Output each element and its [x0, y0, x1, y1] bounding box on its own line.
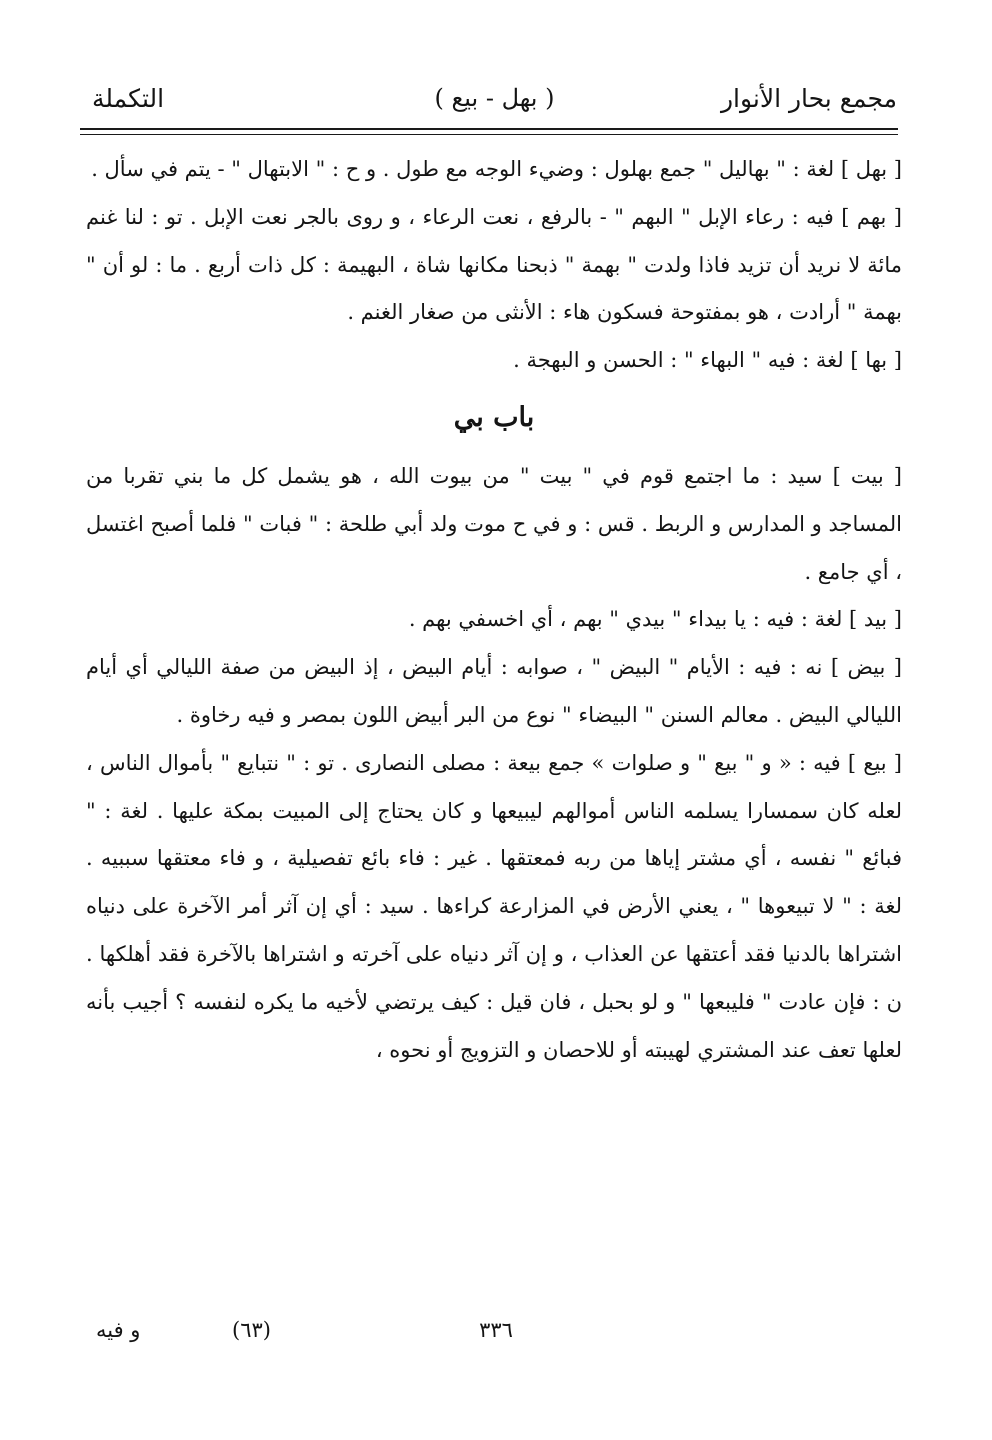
- book-title: مجمع بحار الأنوار: [720, 84, 897, 113]
- entry-range: ( بهل - بيع ): [434, 84, 555, 112]
- running-header: [92, 78, 897, 126]
- page-footer: [96, 1318, 896, 1358]
- entry-bayt: [ بيت ] سيد : ما اجتمع قوم في " بيت " من بيوت الله ، هو يشمل كل ما بني تقربا من المساجد و المدارس و الربط . قس : و في ح موت ولد أبي طلحة : " فبات " فلما أصبح اغتسل ، أي جامع .: [86, 463, 902, 584]
- entry-bay: [ بيع ] فيه : « و " بيع " و صلوات » جمع بيعة : مصلى النصارى . تو : " نتبايع " بأموال الناس ، لعله كان سمسارا يسلمه الناس أموالهم ليبيعها و كان يحتاج إلى المبيت بمكة عليها . لغة : " فبائع " نفسه ، أي مشتر إياها من ربه فمعتقها . غير : فاء بائع تفصيلية ، و فاء معتقها سببيه . لغة : " لا تبيعوها " ، يعني الأرض في المزارعة كراءها . سيد : أي إن آثر أمر الآخرة على دنياه اشتراها بالدنيا فقد أعتقها عن العذاب ، و إن آثر دنياه على آخرته و اشتراها بالآخرة فقد أهلكها . ن : فإن عادت " فليبعها " و لو بحبل ، فان قيل : كيف يرتضي لأخيه ما يكره لنفسه ؟ أجيب بأنه لعلها تعف عند المشتري لهيبته أو للاحصان و التزويج أو نحوه ،: [86, 750, 902, 1062]
- entry-baha: [ بها ] لغة : فيه " البهاء " : الحسن و البهجة .: [513, 348, 902, 373]
- catchword: و فيه: [96, 1318, 141, 1342]
- page-body: [86, 146, 902, 1074]
- signature-mark: (٦٣): [232, 1318, 271, 1342]
- entry-bahm: [ بهم ] فيه : رعاء الإبل " البهم " - بالرفع ، نعت الرعاء ، و روى بالجر نعت الإبل . تو : لنا غنم مائة لا نريد أن تزيد فاذا ولدت " بهمة " ذبحنا مكانها شاة ، البهيمة : كل ذات أربع . ما : لو أن " بهمة " أرادت ، هو بمفتوحة فسكون هاء : الأنثى من صغار الغنم .: [86, 204, 902, 325]
- header-rule-thick: [80, 128, 898, 130]
- section-heading: باب بي: [453, 401, 535, 433]
- section-name: التكملة: [92, 84, 165, 113]
- entry-bayd-white: [ بيض ] نه : فيه : الأيام " البيض " ، صوابه : أيام البيض ، إذ البيض من صفة الليالي أي أيام الليالي البيض . معالم السنن " البيضاء " نوع من البر أبيض اللون بمصر و فيه رخاوة .: [86, 655, 902, 727]
- entry-bayd: [ بيد ] لغة : فيه : يا بيداء " بيدي " بهم ، أي اخسفي بهم .: [408, 607, 902, 632]
- page-number: ٣٣٦: [479, 1318, 513, 1342]
- header-rule-thin: [80, 134, 898, 135]
- entry-bahl: [ بهل ] لغة : " بهاليل " جمع بهلول : وضيء الوجه مع طول . و ح : " الابتهال " - يتم في سأل .: [91, 157, 902, 181]
